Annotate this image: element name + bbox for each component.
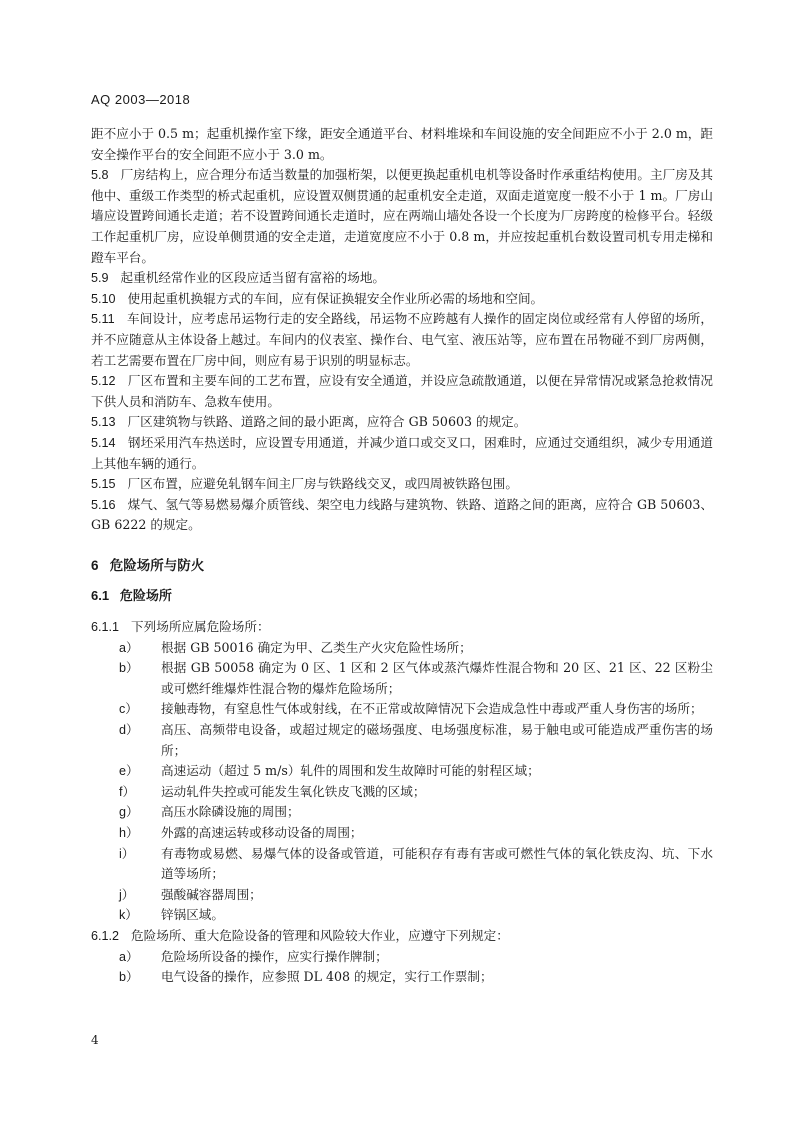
list-item-label: d） — [119, 723, 139, 738]
clause-text: 危险场所、重大危险设备的管理和风险较大作业，应遵守下列规定： — [131, 927, 509, 943]
list-item-text: 运动轧件失控或可能发生氧化铁皮飞溅的区域； — [161, 783, 426, 799]
list-item — [91, 802, 713, 823]
list-item-text: 电气设备的操作，应参照 DL 408 的规定，实行工作票制； — [161, 969, 493, 985]
list-item-label: a） — [119, 949, 139, 964]
list-item-label: a） — [119, 640, 139, 655]
clause-text: 厂房结构上，应合理分布适当数量的加强桁架，以便更换起重机电机等设备时作承重结构使用。主厂房及其他中、重级工作类型的桥式起重机，应设置双侧贯通的起重机安全走道，双面走道宽度一般不小于 1 m。厂房山墙应设置跨间通长走道；若不设置跨间通长走道时，应在两端山墙处各设一个长度为厂房跨度的检修平台。轻级工作起重机厂房，应设单侧贯通的安全走道，走道宽度应不小于 0.8 m，并应按起重机台数设置司机专用走梯和蹬车平台。 — [91, 167, 713, 265]
clause-paragraph — [91, 412, 713, 433]
document-code-header: AQ 2003—2018 — [91, 92, 191, 107]
section-6-1-heading — [91, 586, 713, 607]
clause-number: 5.12 — [91, 374, 116, 389]
clause-number: 5.11 — [91, 312, 115, 327]
section-title: 危险场所与防火 — [109, 557, 205, 573]
clause-paragraph — [91, 268, 713, 289]
list-item-text: 接触毒物，有窒息性气体或射线，在不正常或故障情况下会造成急性中毒或严重人身伤害的场所； — [161, 701, 703, 717]
clause-text: 厂区建筑物与铁路、道路之间的最小距离，应符合 GB 50603 的规定。 — [127, 414, 527, 430]
page-number: 4 — [91, 1033, 99, 1047]
list-item-text: 强酸碱容器周围； — [161, 886, 262, 902]
list-item — [91, 761, 713, 782]
list-item-label: i） — [119, 846, 135, 861]
list-item-label: g） — [119, 805, 139, 820]
document-body — [91, 124, 713, 988]
list-item-text: 高压水除磷设施的周围； — [161, 804, 300, 820]
list-item-label: b） — [119, 970, 139, 985]
clause-paragraph — [91, 165, 713, 268]
clause-text: 煤气、氢气等易燃易爆介质管线、架空电力线路与建筑物、铁路、道路之间的距离，应符合 GB 50603、GB 6222 的规定。 — [91, 496, 713, 533]
clauses-5 — [91, 165, 713, 536]
list-item-label: j） — [119, 887, 135, 902]
list-item-label: f） — [119, 784, 136, 799]
list-item-label: k） — [119, 908, 138, 923]
list-item — [91, 885, 713, 906]
continuation-paragraph: 距不应小于 0.5 m；起重机操作室下缘，距安全通道平台、材料堆垛和车间设施的安全间距应不小于 2.0 m，距安全操作平台的安全间距不应小于 3.0 m。 — [91, 126, 713, 162]
clause-number: 5.10 — [91, 291, 116, 306]
list-item-text: 高速运动（超过 5 m/s）轧件的周围和发生故障时可能的射程区域； — [161, 763, 540, 779]
clause-number: 5.15 — [91, 477, 116, 492]
clause-text: 车间设计，应考虑吊运物行走的安全路线，吊运物不应跨越有人操作的固定岗位或经常有人停留的场所，并不应随意从主体设备上越过。车间内的仪表室、操作台、电气室、液压站等，应布置在吊物碰不到厂房两侧，若工艺需要布置在厂房中间，则应有易于识别的明显标志。 — [91, 311, 713, 368]
clause-text: 厂区布置和主要车间的工艺布置，应设有安全通道，并设应急疏散通道，以便在异常情况或紧急抢救情况下供人员和消防车、急救车使用。 — [91, 373, 714, 409]
list-item — [91, 905, 713, 926]
clause-paragraph — [91, 309, 713, 371]
list-item-label: b） — [119, 661, 139, 676]
clause-number: 5.9 — [91, 271, 109, 286]
clause-6-1-1 — [91, 617, 713, 638]
clause-number: 5.8 — [91, 168, 109, 183]
list-item — [91, 658, 713, 699]
clause-paragraph — [91, 495, 713, 536]
clause-number: 5.16 — [91, 497, 116, 512]
clause-number: 5.14 — [91, 435, 116, 450]
list-item — [91, 947, 713, 968]
list-item — [91, 967, 713, 988]
list-item-text: 根据 GB 50016 确定为甲、乙类生产火灾危险性场所； — [161, 639, 472, 655]
list-item-text: 锌锅区域。 — [161, 907, 224, 923]
section-number: 6 — [91, 557, 99, 573]
list-item — [91, 844, 713, 885]
list-item-label: e） — [119, 764, 139, 779]
section-title: 危险场所 — [119, 588, 172, 604]
clause-paragraph — [91, 371, 713, 412]
list-item-text: 有毒物或易燃、易爆气体的设备或管道，可能积存有毒有害或可燃性气体的氧化铁皮沟、坑、下水道等场所； — [161, 845, 713, 882]
list-item — [91, 638, 713, 659]
list-item — [91, 699, 713, 720]
clause-text: 钢坯采用汽车热送时，应设置专用通道，并减少道口或交叉口，困难时，应通过交通组织，减少专用通道上其他车辆的通行。 — [91, 434, 714, 471]
clause-text: 厂区布置，应避免轧钢车间主厂房与铁路线交叉，或四周被铁路包围。 — [127, 476, 518, 492]
clause-text: 起重机经常作业的区段应适当留有富裕的场地。 — [120, 270, 385, 286]
clause-number: 6.1.2 — [91, 928, 120, 943]
list-item — [91, 782, 713, 803]
clause-text: 使用起重机换辊方式的车间，应有保证换辊安全作业所必需的场地和空间。 — [127, 290, 544, 306]
list-item — [91, 720, 713, 761]
list-6-1-2 — [91, 947, 713, 988]
list-6-1-1 — [91, 638, 713, 926]
clause-paragraph — [91, 433, 713, 474]
list-item-text: 根据 GB 50058 确定为 0 区、1 区和 2 区气体或蒸汽爆炸性混合物和 20 区、21 区、22 区粉尘或可燃纤维爆炸性混合物的爆炸危险场所； — [161, 660, 713, 696]
list-item-text: 高压、高频带电设备，或超过规定的磁场强度、电场强度标准，易于触电或可能造成严重伤害的场所； — [161, 722, 713, 758]
clause-text: 下列场所应属危险场所： — [131, 619, 270, 635]
clause-paragraph — [91, 474, 713, 495]
list-item-text: 外露的高速运转或移动设备的周围； — [161, 825, 363, 840]
section-6-heading — [91, 556, 713, 577]
clause-number: 6.1.1 — [91, 620, 120, 635]
clause-6-1-2 — [91, 926, 713, 947]
list-item — [91, 823, 713, 844]
clause-number: 5.13 — [91, 415, 116, 430]
section-number: 6.1 — [91, 588, 110, 604]
clause-paragraph — [91, 289, 713, 310]
list-item-label: c） — [119, 702, 138, 717]
list-item-label: h） — [119, 826, 139, 840]
list-item-text: 危险场所设备的操作，应实行操作牌制； — [161, 948, 388, 964]
